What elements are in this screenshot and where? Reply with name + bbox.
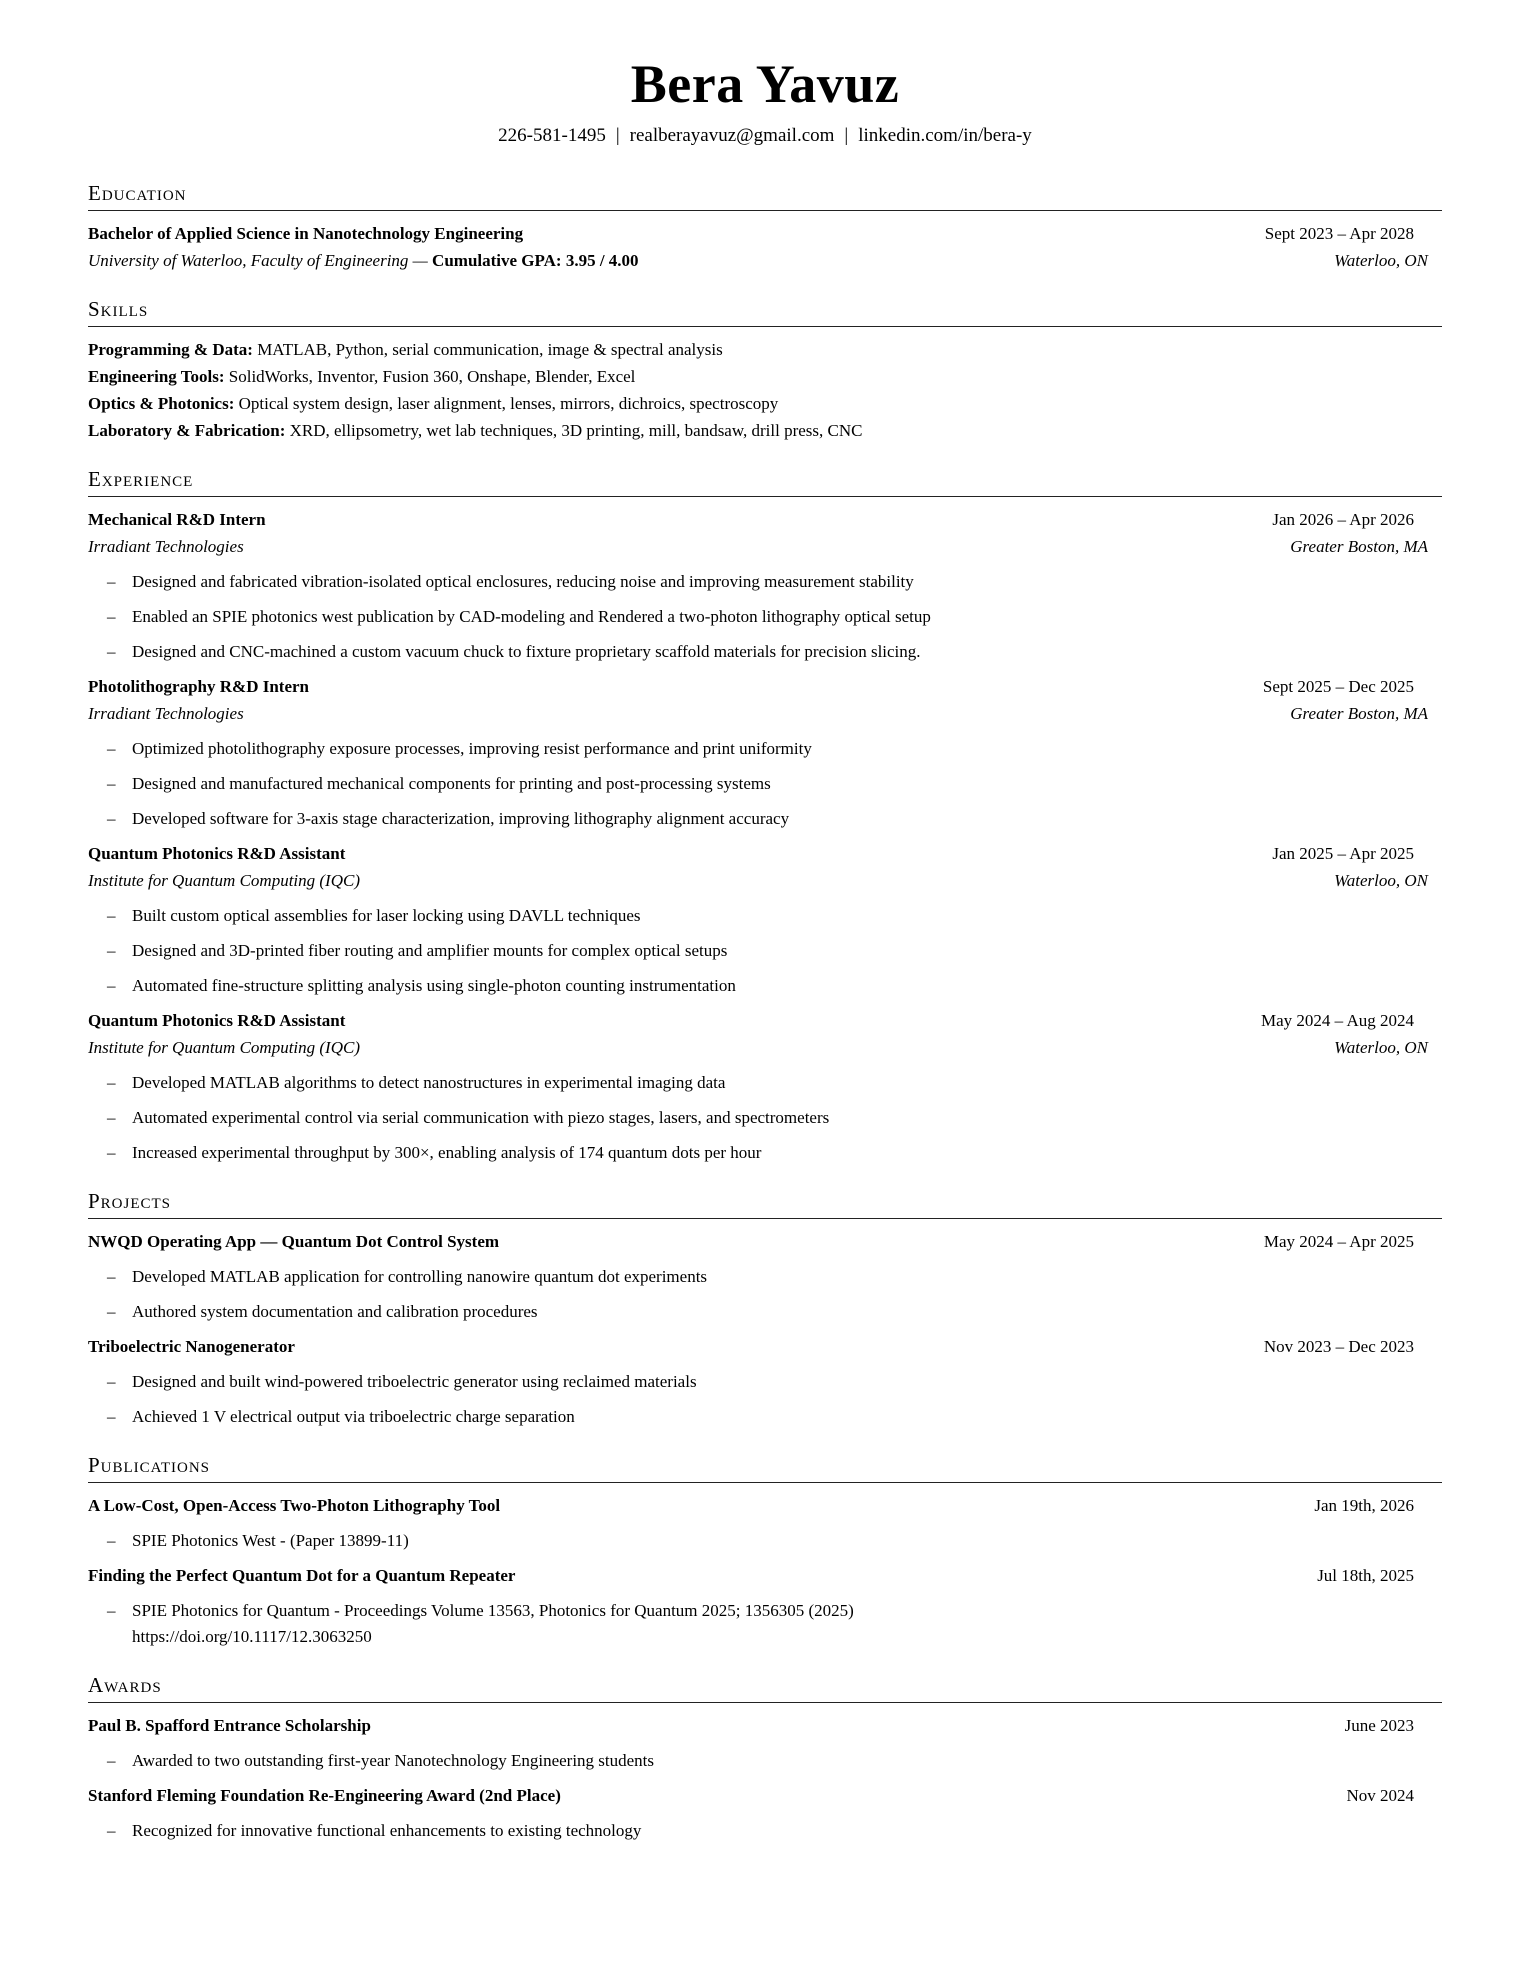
section-skills — [88, 298, 1442, 444]
bullet-item: – Developed software for 3-axis stage characterization, improving lithography alignment accuracy — [88, 806, 1442, 832]
bullet-item: – Developed MATLAB algorithms to detect nanostructures in experimental imaging data — [88, 1070, 1442, 1096]
bullet-item: – Designed and built wind-powered triboelectric generator using reclaimed materials — [88, 1369, 1442, 1395]
bullet-item: – Automated fine-structure splitting analysis using single-photon counting instrumentation — [88, 973, 1442, 999]
award-date: Nov 2024 — [1346, 1786, 1414, 1805]
bullet-item: – Designed and fabricated vibration-isolated optical enclosures, reducing noise and improving measurement stability — [88, 569, 1442, 595]
bullet-item: – Authored system documentation and calibration procedures — [88, 1299, 1442, 1325]
section-publications — [88, 1454, 1442, 1650]
company-name: Institute for Quantum Computing (IQC) — [88, 1038, 360, 1057]
skill-text: XRD, ellipsometry, wet lab techniques, 3D printing, mill, bandsaw, drill press, CNC — [289, 421, 863, 440]
phone-number: 226-581-1495 — [498, 125, 606, 146]
doi-link[interactable]: https://doi.org/10.1117/12.3063250 — [132, 1627, 372, 1646]
skill-line — [88, 390, 1442, 417]
experience-entry — [88, 506, 1442, 665]
education-subtitle — [88, 247, 639, 274]
job-location: Waterloo, ON — [1334, 1038, 1428, 1057]
email-link[interactable]: realberayavuz@gmail.com — [629, 125, 835, 146]
bullet-item: – Enabled an SPIE photonics west publication by CAD-modeling and Rendered a two-photon lithography optical setup — [88, 604, 1442, 630]
skill-label: Laboratory & Fabrication: — [88, 421, 286, 440]
section-heading-publications: Publications — [88, 1454, 1442, 1483]
award-entry — [88, 1712, 1442, 1774]
bullet-item: – Increased experimental throughput by 300×, enabling analysis of 174 quantum dots per hour — [88, 1140, 1442, 1166]
experience-entry — [88, 840, 1442, 999]
degree-title: Bachelor of Applied Science in Nanotechnology Engineering — [88, 224, 524, 243]
job-title: Mechanical R&D Intern — [88, 510, 266, 529]
section-awards — [88, 1674, 1442, 1844]
award-title: Paul B. Spafford Entrance Scholarship — [88, 1716, 371, 1735]
education-location: Waterloo, ON — [1334, 251, 1428, 270]
project-dates: Nov 2023 – Dec 2023 — [1263, 1337, 1414, 1356]
job-dates: Jan 2025 – Apr 2025 — [1272, 844, 1414, 863]
resume-header — [88, 56, 1442, 148]
skill-line — [88, 417, 1442, 444]
project-title: Triboelectric Nanogenerator — [88, 1337, 295, 1356]
project-dates: May 2024 – Apr 2025 — [1263, 1232, 1414, 1251]
education-dates: Sept 2023 – Apr 2028 — [1264, 224, 1414, 243]
experience-entry — [88, 673, 1442, 832]
award-date: June 2023 — [1344, 1716, 1414, 1735]
skill-label: Engineering Tools: — [88, 367, 225, 386]
section-education — [88, 182, 1442, 274]
skill-label: Programming & Data: — [88, 340, 253, 359]
section-experience — [88, 468, 1442, 1166]
company-name: Institute for Quantum Computing (IQC) — [88, 871, 360, 890]
bullet-item: – Developed MATLAB application for controlling nanowire quantum dot experiments — [88, 1264, 1442, 1290]
contact-separator: | — [844, 125, 849, 146]
publication-date: Jul 18th, 2025 — [1317, 1566, 1414, 1585]
job-title: Quantum Photonics R&D Assistant — [88, 1011, 346, 1030]
bullet-item: – Built custom optical assemblies for laser locking using DAVLL techniques — [88, 903, 1442, 929]
job-location: Waterloo, ON — [1334, 871, 1428, 890]
award-entry — [88, 1782, 1442, 1844]
project-entry — [88, 1228, 1442, 1325]
section-heading-projects: Projects — [88, 1190, 1442, 1219]
linkedin-link[interactable]: linkedin.com/in/bera-y — [858, 125, 1032, 146]
job-title: Photolithography R&D Intern — [88, 677, 310, 696]
bullet-item: – SPIE Photonics West - (Paper 13899-11) — [88, 1528, 1442, 1554]
project-entry — [88, 1333, 1442, 1430]
publication-title: Finding the Perfect Quantum Dot for a Quantum Repeater — [88, 1566, 516, 1585]
bullet-item: – Recognized for innovative functional enhancements to existing technology — [88, 1818, 1442, 1844]
gpa-value: Cumulative GPA: 3.95 / 4.00 — [432, 251, 639, 270]
publication-entry — [88, 1492, 1442, 1554]
bullet-item: – Awarded to two outstanding first-year Nanotechnology Engineering students — [88, 1748, 1442, 1774]
school-name: University of Waterloo, Faculty of Engineering — — [88, 251, 428, 270]
job-dates: May 2024 – Aug 2024 — [1261, 1011, 1414, 1030]
publication-entry — [88, 1562, 1442, 1650]
bullet-item: – Designed and 3D-printed fiber routing and amplifier mounts for complex optical setups — [88, 938, 1442, 964]
skill-line — [88, 363, 1442, 390]
section-heading-awards: Awards — [88, 1674, 1442, 1703]
skill-text: MATLAB, Python, serial communication, image & spectral analysis — [257, 340, 723, 359]
company-name: Irradiant Technologies — [88, 537, 244, 556]
experience-entry — [88, 1007, 1442, 1166]
publication-venue: SPIE Photonics for Quantum - Proceedings Volume 13563, Photonics for Quantum 2025; 1356305 (2025) — [132, 1601, 854, 1620]
bullet-item — [88, 1598, 1442, 1650]
job-location: Greater Boston, MA — [1290, 704, 1428, 723]
section-projects — [88, 1190, 1442, 1430]
section-heading-education: Education — [88, 182, 1442, 211]
section-heading-skills: Skills — [88, 298, 1442, 327]
skill-text: Optical system design, laser alignment, lenses, mirrors, dichroics, spectroscopy — [238, 394, 779, 413]
job-dates: Jan 2026 – Apr 2026 — [1272, 510, 1414, 529]
person-name: Bera Yavuz — [630, 54, 900, 114]
bullet-item: – Designed and manufactured mechanical components for printing and post-processing systems — [88, 771, 1442, 797]
project-title: NWQD Operating App — Quantum Dot Control System — [88, 1232, 500, 1251]
job-location: Greater Boston, MA — [1290, 537, 1428, 556]
section-heading-experience: Experience — [88, 468, 1442, 497]
skill-label: Optics & Photonics: — [88, 394, 235, 413]
publication-date: Jan 19th, 2026 — [1314, 1496, 1414, 1515]
publication-title: A Low-Cost, Open-Access Two-Photon Lithography Tool — [88, 1496, 501, 1515]
bullet-item: – Automated experimental control via serial communication with piezo stages, lasers, and spectrometers — [88, 1105, 1442, 1131]
contact-line — [88, 124, 1442, 148]
skill-text: SolidWorks, Inventor, Fusion 360, Onshape, Blender, Excel — [228, 367, 636, 386]
company-name: Irradiant Technologies — [88, 704, 244, 723]
skill-line — [88, 336, 1442, 363]
bullet-item: – Designed and CNC-machined a custom vacuum chuck to fixture proprietary scaffold materials for precision slicing. — [88, 639, 1442, 665]
job-title: Quantum Photonics R&D Assistant — [88, 844, 346, 863]
education-entry — [88, 220, 1442, 274]
bullet-item: – Optimized photolithography exposure processes, improving resist performance and print uniformity — [88, 736, 1442, 762]
award-title: Stanford Fleming Foundation Re-Engineering Award (2nd Place) — [88, 1786, 561, 1805]
bullet-item: – Achieved 1 V electrical output via triboelectric charge separation — [88, 1404, 1442, 1430]
job-dates: Sept 2025 – Dec 2025 — [1262, 677, 1414, 696]
contact-separator: | — [615, 125, 620, 146]
